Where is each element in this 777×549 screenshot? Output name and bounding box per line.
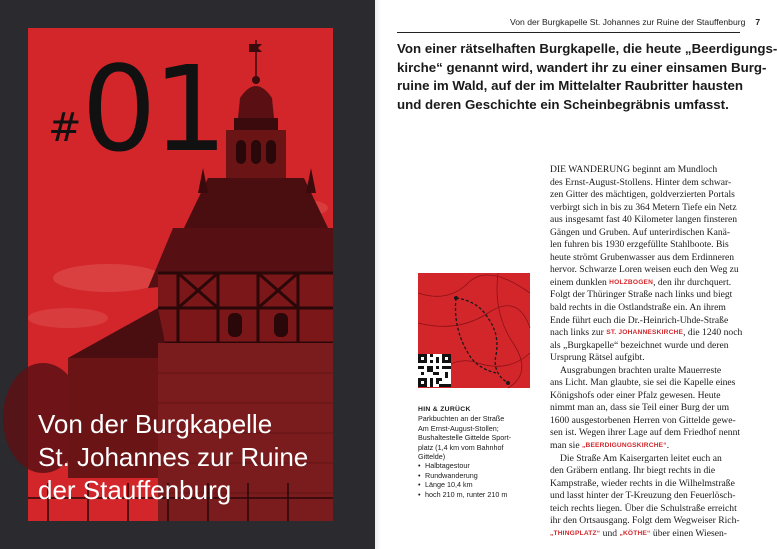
body-line: aus insgesamt fast 40 Kilometer langen finsteren bbox=[550, 214, 738, 226]
bullet-icon: • bbox=[418, 470, 421, 480]
body-text-run: , den ihr durchquert. bbox=[653, 276, 732, 288]
travel-info-line: platz (1,4 km vom Bahnhof bbox=[418, 442, 504, 452]
route-title-line: der Stauffenburg bbox=[38, 475, 232, 505]
bullet-icon: • bbox=[418, 461, 421, 471]
body-line: sen ist. Wegen ihrer Lage auf dem Friedhof nennt bbox=[550, 427, 741, 439]
bullet-icon: • bbox=[418, 480, 421, 490]
header-rule bbox=[397, 32, 740, 33]
qr-code[interactable] bbox=[418, 354, 451, 387]
place-highlight: „BEERDIGUNGSKIRCHE“ bbox=[581, 442, 667, 450]
body-line: Die Straße Am Kaisergarten leitet euch an bbox=[560, 452, 722, 464]
body-text-run: man sie bbox=[550, 440, 580, 452]
running-header bbox=[510, 17, 761, 27]
body-text-run: und bbox=[600, 527, 620, 539]
place-highlight: HOLZBOGEN bbox=[609, 278, 654, 286]
tour-fact bbox=[418, 490, 543, 499]
route-title bbox=[38, 408, 328, 507]
body-line bbox=[550, 277, 742, 290]
body-text-run: . bbox=[666, 440, 670, 452]
body-line: heute strömt Grubenwasser aus dem Erdinneren bbox=[550, 251, 735, 263]
body-text-run: einem dunklen bbox=[550, 276, 607, 288]
body-text-run: über einen Wiesen- bbox=[650, 527, 727, 539]
tour-fact-text: Länge 10,4 km bbox=[425, 480, 473, 490]
tour-facts bbox=[418, 461, 543, 499]
travel-info-line: Parkbuchten an der Straße bbox=[418, 414, 505, 424]
body-line: Ende führt euch die Dr.-Heinrich-Uhde-Straße bbox=[550, 314, 729, 326]
body-line: Ursprung Rätsel aufgibt. bbox=[550, 352, 645, 364]
body-line: Königshofs oder einer Pfalz gewesen. Heute bbox=[550, 389, 721, 401]
chapter-digits: 01 bbox=[81, 40, 224, 178]
travel-info bbox=[418, 405, 543, 499]
body-text bbox=[550, 164, 742, 540]
place-highlight: „THINGPLATZ“ bbox=[550, 529, 601, 537]
running-header-title: Von der Burgkapelle St. Johannes zur Ruine der Stauffenburg bbox=[510, 17, 746, 27]
body-line: len fuhren bis 1930 erzgefüllte Stahlboote. Bis bbox=[550, 239, 729, 251]
body-line: des Ernst-August-Stollens. Hinter dem schwar- bbox=[550, 176, 732, 188]
body-line: hervor. Schwarze Loren weisen euch den Weg zu bbox=[550, 264, 739, 276]
body-line: verbirgt sich in bis zu 364 Metern Tiefe ein Netz bbox=[550, 201, 737, 213]
body-line: DIE WANDERUNG beginnt am Mundloch bbox=[550, 164, 718, 175]
body-line: bald rechts in die Ostlandstraße ein. An ihrem bbox=[550, 302, 726, 314]
body-line: Folgt der Thüringer Straße nach links und biegt bbox=[550, 289, 733, 301]
body-line: Gängen und Gruben. Auf unterirdischen Kanä- bbox=[550, 226, 731, 238]
bullet-icon: • bbox=[418, 489, 421, 499]
travel-info-line: Am Ernst-August-Stollen; bbox=[418, 423, 499, 433]
tour-fact-text: Rundwanderung bbox=[425, 470, 478, 480]
tour-fact bbox=[418, 480, 543, 489]
travel-info-heading: HIN & ZURÜCK bbox=[418, 406, 471, 413]
body-line: und lasst hinter der T-Kreuzung den Feuerlösch- bbox=[550, 490, 736, 502]
route-title-line: Von der Burgkapelle bbox=[38, 409, 273, 439]
body-line: teich rechts liegen. Über die Schulstraße erreicht bbox=[550, 502, 737, 514]
travel-info-line: Gittelde) bbox=[418, 452, 446, 462]
body-line: 1600 ausgestorbenen Herren von Gittelde gewe- bbox=[550, 414, 736, 426]
place-highlight: „KÖTHE“ bbox=[619, 529, 651, 537]
body-line bbox=[550, 528, 742, 541]
tour-fact bbox=[418, 461, 543, 470]
body-line: Kampstraße, wieder rechts in die Wilhelmstraße bbox=[550, 477, 735, 489]
body-line: als „Burgkapelle“ bezeichnet wurde und deren bbox=[550, 339, 729, 351]
body-line: ans Licht. Man glaubte, sie sei die Kapelle eines bbox=[550, 377, 736, 389]
place-highlight: ST. JOHANNESKIRCHE bbox=[606, 329, 684, 337]
body-line bbox=[550, 327, 742, 340]
body-line bbox=[550, 440, 742, 453]
body-text-run: , die 1240 noch bbox=[683, 327, 743, 339]
travel-info-line: Bushaltestelle Gittelde Sport- bbox=[418, 433, 512, 443]
chapter-number bbox=[48, 40, 224, 178]
left-page bbox=[0, 0, 375, 549]
page-gutter-shadow bbox=[375, 0, 381, 549]
body-line: den Gräbern entlang. Ihr biegt rechts in die bbox=[550, 465, 716, 477]
tour-fact bbox=[418, 471, 543, 480]
lead-line: Von einer rätselhaften Burgkapelle, die heute „Beerdigungs- bbox=[397, 41, 777, 56]
lead-line: kirche“ genannt wird, wandert ihr zu einer einsamen Burg- bbox=[397, 59, 767, 75]
right-page bbox=[375, 0, 777, 549]
lead-line: und deren Geschichte ein Scheinbegräbnis umfasst. bbox=[397, 96, 729, 112]
chapel-photo bbox=[28, 28, 333, 521]
body-line: zen Gitter des mächtigen, goldverzierten Portals bbox=[550, 189, 735, 201]
chapter-hash: # bbox=[48, 105, 82, 151]
body-line: nimmt man an, dass sie Teil einer Burg der um bbox=[550, 402, 730, 414]
qr-code-icon bbox=[418, 354, 451, 387]
lead-line: ruine im Wald, auf der im Mittelalter Raubritter hausten bbox=[397, 78, 744, 94]
route-title-line: St. Johannes zur Ruine bbox=[38, 442, 309, 472]
page-number: 7 bbox=[755, 17, 761, 27]
tour-fact-text: Halbtagestour bbox=[425, 461, 470, 471]
body-line: ihr den Ortsausgang. Folgt dem Wegweiser Rich- bbox=[550, 515, 740, 527]
body-text-run: nach links zur bbox=[550, 327, 604, 339]
lead-paragraph bbox=[397, 40, 777, 114]
tour-fact-text: hoch 210 m, runter 210 m bbox=[425, 489, 508, 499]
body-line: Ausgrabungen brachten uralte Mauerreste bbox=[560, 364, 722, 376]
